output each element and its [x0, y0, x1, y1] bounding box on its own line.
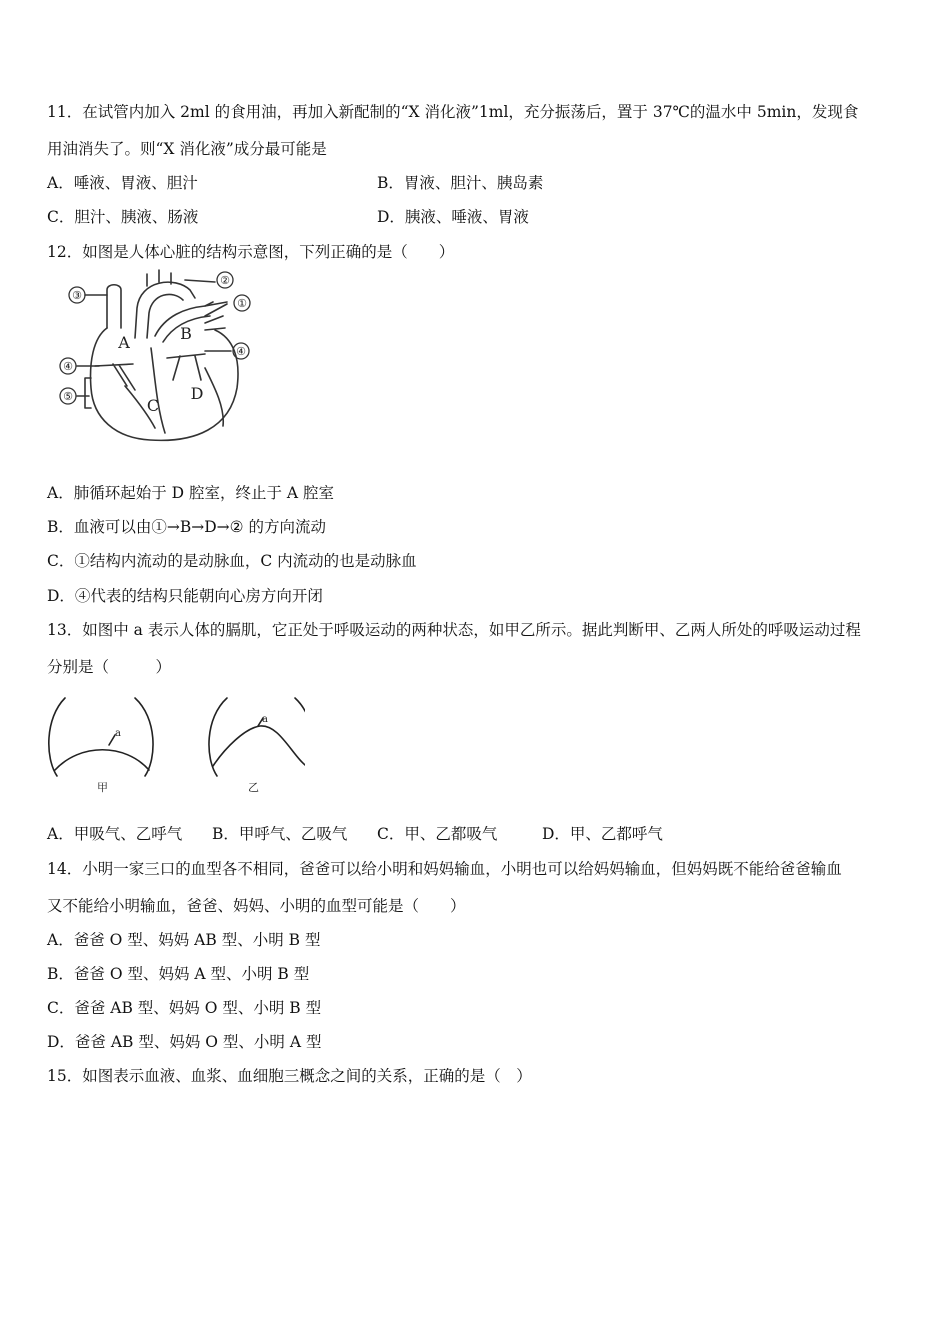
- heart-chamber-d: D: [190, 384, 204, 403]
- q12-option-c: C．①结构内流动的是动脉血，C 内流动的也是动脉血: [47, 552, 417, 570]
- heart-marker-2: ②: [220, 274, 230, 287]
- q14-option-d: D．爸爸 AB 型、妈妈 O 型、小明 A 型: [47, 1033, 322, 1051]
- q13-stem-line2: 分别是（ ）: [47, 658, 172, 676]
- q14-stem-line2: 又不能给小明输血，爸爸、妈妈、小明的血型可能是（ ）: [47, 897, 466, 915]
- diaphragm-diagram: [45, 688, 305, 798]
- q11-option-b: B．胃液、胆汁、胰岛素: [377, 174, 544, 192]
- q14-option-a: A．爸爸 O 型、妈妈 AB 型、小明 B 型: [47, 931, 321, 949]
- diagram-caption-jia: 甲: [97, 781, 108, 794]
- q15-stem: 15．如图表示血液、血浆、血细胞三概念之间的关系，正确的是（ ）: [47, 1067, 532, 1085]
- q11-stem-line1: 11．在试管内加入 2ml 的食用油，再加入新配制的“X 消化液”1ml，充分振荡后，置于 37℃的温水中 5min，发现食: [47, 103, 859, 121]
- q13-option-b: B．甲呼气、乙吸气: [212, 825, 348, 843]
- diaphragm-a-label-right: a: [262, 714, 268, 725]
- q14-option-b: B．爸爸 O 型、妈妈 A 型、小明 B 型: [47, 965, 310, 983]
- q12-option-a: A．肺循环起始于 D 腔室，终止于 A 腔室: [47, 484, 335, 502]
- q13-option-d: D．甲、乙都呼气: [542, 825, 663, 843]
- q13-stem-line1: 13．如图中 a 表示人体的膈肌，它正处于呼吸运动的两种状态，如甲乙所示。据此判断甲、乙两人所处的呼吸运动过程: [47, 621, 861, 639]
- heart-diagram: [55, 268, 270, 453]
- heart-marker-3: ③: [72, 289, 82, 302]
- heart-chamber-a: A: [118, 333, 130, 352]
- diagram-caption-yi: 乙: [248, 781, 259, 794]
- heart-marker-4-right: ④: [236, 345, 246, 358]
- q12-option-d: D．④代表的结构只能朝向心房方向开闭: [47, 587, 323, 605]
- q13-option-a: A．甲吸气、乙呼气: [47, 825, 183, 843]
- q12-stem: 12．如图是人体心脏的结构示意图，下列正确的是（ ）: [47, 243, 455, 261]
- heart-marker-1: ①: [237, 297, 247, 310]
- diaphragm-a-label-left: a: [115, 728, 121, 739]
- q11-option-a: A．唾液、胃液、胆汁: [47, 174, 198, 192]
- q14-stem-line1: 14．小明一家三口的血型各不相同，爸爸可以给小明和妈妈输血，小明也可以给妈妈输血，但妈妈既不能给爸爸输血: [47, 860, 842, 878]
- heart-chamber-b: B: [180, 324, 192, 343]
- q11-option-d: D．胰液、唾液、胃液: [377, 208, 529, 226]
- q12-option-b: B．血液可以由①→B→D→② 的方向流动: [47, 518, 326, 536]
- heart-marker-5: ⑤: [63, 390, 73, 403]
- q11-stem-line2: 用油消失了。则“X 消化液”成分最可能是: [47, 140, 327, 158]
- q13-option-c: C．甲、乙都吸气: [377, 825, 498, 843]
- heart-chamber-c: C: [146, 396, 160, 415]
- heart-marker-4-left: ④: [63, 360, 73, 373]
- q14-option-c: C．爸爸 AB 型、妈妈 O 型、小明 B 型: [47, 999, 322, 1017]
- q11-option-c: C．胆汁、胰液、肠液: [47, 208, 199, 226]
